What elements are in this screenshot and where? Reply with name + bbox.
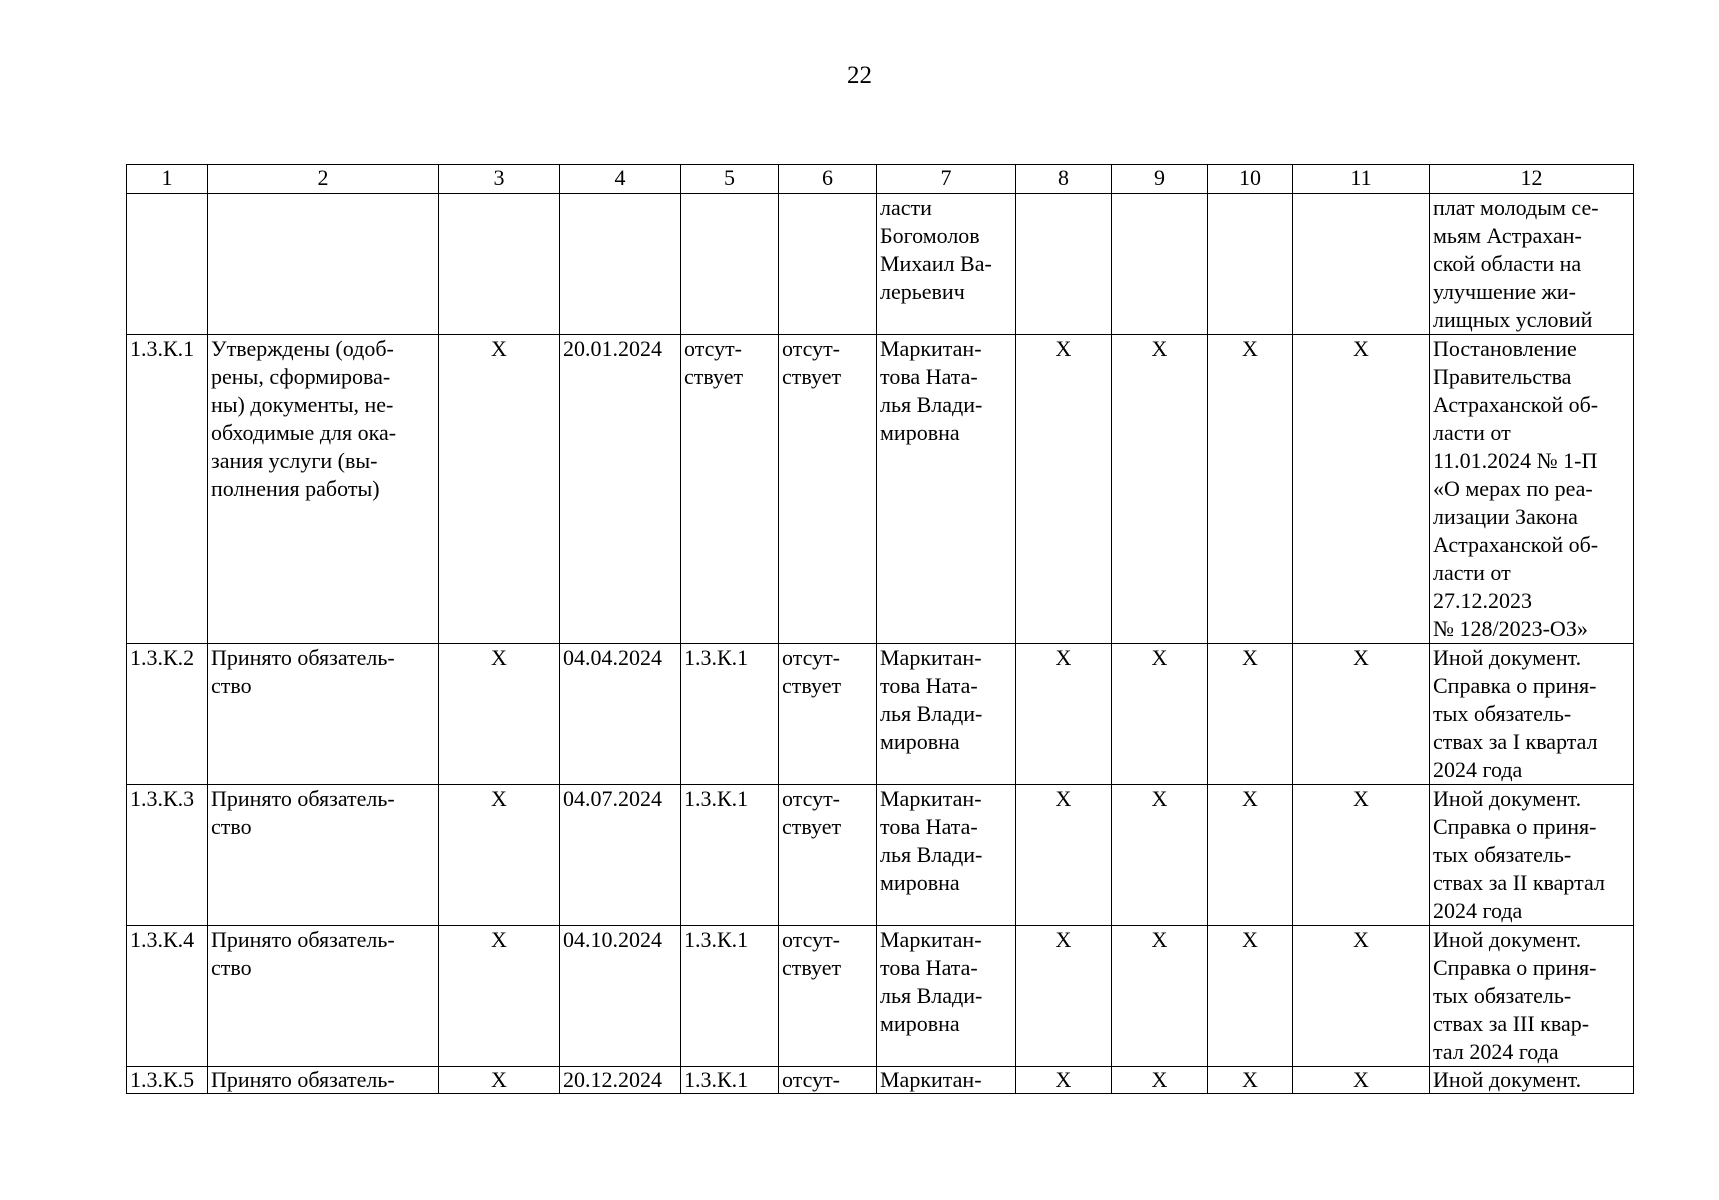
cell-col10: X bbox=[1208, 1067, 1293, 1094]
column-header: 12 bbox=[1430, 165, 1634, 194]
cell-col8 bbox=[1016, 194, 1112, 335]
cell-responsible: Маркитан- това Ната- лья Влади- мировна bbox=[877, 785, 1016, 926]
cell-date: 04.07.2024 bbox=[560, 785, 681, 926]
page-number: 22 bbox=[847, 62, 872, 89]
cell-predecessor: 1.3.К.1 bbox=[681, 644, 779, 785]
cell-responsible: Маркитан- bbox=[877, 1067, 1016, 1094]
cell-date: 04.04.2024 bbox=[560, 644, 681, 785]
table-row bbox=[127, 1067, 1634, 1094]
header-row bbox=[127, 165, 1634, 194]
column-header: 5 bbox=[681, 165, 779, 194]
cell-col9: X bbox=[1112, 644, 1208, 785]
cell-code: 1.3.К.2 bbox=[127, 644, 208, 785]
cell-col6: отсут- ствует bbox=[779, 644, 877, 785]
cell-col10: X bbox=[1208, 335, 1293, 644]
cell-code: 1.3.К.1 bbox=[127, 335, 208, 644]
cell-col3: X bbox=[439, 785, 560, 926]
column-header: 11 bbox=[1293, 165, 1430, 194]
cell-col9: X bbox=[1112, 1067, 1208, 1094]
cell-col6 bbox=[779, 194, 877, 335]
cell-col6: отсут- ствует bbox=[779, 785, 877, 926]
cell-col3 bbox=[439, 194, 560, 335]
cell-code: 1.3.К.3 bbox=[127, 785, 208, 926]
cell-date: 04.10.2024 bbox=[560, 926, 681, 1067]
cell-name: Утверждены (одоб- рены, сформирова- ны) документы, не- обходимые для ока- зания услуги (вы- полнения работы) bbox=[208, 335, 439, 644]
cell-col11 bbox=[1293, 194, 1430, 335]
column-header: 9 bbox=[1112, 165, 1208, 194]
cell-document: плат молодым се- мьям Астрахан- ской области на улучшение жи- лищных условий bbox=[1430, 194, 1634, 335]
column-header: 8 bbox=[1016, 165, 1112, 194]
cell-code bbox=[127, 194, 208, 335]
cell-name: Принято обязатель- ство bbox=[208, 785, 439, 926]
cell-col9: X bbox=[1112, 335, 1208, 644]
cell-name bbox=[208, 194, 439, 335]
cell-col11: X bbox=[1293, 644, 1430, 785]
plan-table bbox=[126, 164, 1634, 1094]
cell-predecessor: 1.3.К.1 bbox=[681, 785, 779, 926]
cell-col8: X bbox=[1016, 1067, 1112, 1094]
column-header: 4 bbox=[560, 165, 681, 194]
column-header: 3 bbox=[439, 165, 560, 194]
cell-code: 1.3.К.5 bbox=[127, 1067, 208, 1094]
cell-col9: X bbox=[1112, 785, 1208, 926]
cell-document: Иной документ. Справка о приня- тых обязатель- ствах за III квар- тал 2024 года bbox=[1430, 926, 1634, 1067]
table-row bbox=[127, 335, 1634, 644]
cell-col3: X bbox=[439, 335, 560, 644]
cell-document: Иной документ. Справка о приня- тых обязатель- ствах за II квартал 2024 года bbox=[1430, 785, 1634, 926]
cell-col9: X bbox=[1112, 926, 1208, 1067]
column-header: 1 bbox=[127, 165, 208, 194]
table-row bbox=[127, 926, 1634, 1067]
cell-col11: X bbox=[1293, 926, 1430, 1067]
column-header: 2 bbox=[208, 165, 439, 194]
table-row bbox=[127, 194, 1634, 335]
cell-col3: X bbox=[439, 926, 560, 1067]
cell-predecessor: 1.3.К.1 bbox=[681, 926, 779, 1067]
cell-predecessor: отсут- ствует bbox=[681, 335, 779, 644]
cell-document: Постановление Правительства Астраханской об- ласти от 11.01.2024 № 1-П «О мерах по реа- лизации Закона Астраханской об- ласти от 27.12.2023 № 128/2023-ОЗ» bbox=[1430, 335, 1634, 644]
cell-name: Принято обязатель- ство bbox=[208, 926, 439, 1067]
cell-predecessor bbox=[681, 194, 779, 335]
column-header: 10 bbox=[1208, 165, 1293, 194]
cell-date: 20.12.2024 bbox=[560, 1067, 681, 1094]
cell-name: Принято обязатель- ство bbox=[208, 644, 439, 785]
cell-col9 bbox=[1112, 194, 1208, 335]
cell-code: 1.3.К.4 bbox=[127, 926, 208, 1067]
cell-col6: отсут- ствует bbox=[779, 926, 877, 1067]
cell-col10: X bbox=[1208, 926, 1293, 1067]
cell-col11: X bbox=[1293, 1067, 1430, 1094]
cell-col10: X bbox=[1208, 785, 1293, 926]
cell-col11: X bbox=[1293, 785, 1430, 926]
cell-document: Иной документ. Справка о приня- тых обязатель- ствах за I квартал 2024 года bbox=[1430, 644, 1634, 785]
cell-col3: X bbox=[439, 1067, 560, 1094]
cell-date bbox=[560, 194, 681, 335]
cell-col3: X bbox=[439, 644, 560, 785]
table-row bbox=[127, 785, 1634, 926]
table-row bbox=[127, 644, 1634, 785]
cell-col8: X bbox=[1016, 644, 1112, 785]
cell-predecessor: 1.3.К.1 bbox=[681, 1067, 779, 1094]
cell-responsible: ласти Богомолов Михаил Ва- лерьевич bbox=[877, 194, 1016, 335]
cell-responsible: Маркитан- това Ната- лья Влади- мировна bbox=[877, 926, 1016, 1067]
cell-name: Принято обязатель- bbox=[208, 1067, 439, 1094]
cell-document: Иной документ. bbox=[1430, 1067, 1634, 1094]
cell-col11: X bbox=[1293, 335, 1430, 644]
cell-col6: отсут- ствует bbox=[779, 335, 877, 644]
cell-col10 bbox=[1208, 194, 1293, 335]
cell-col6: отсут- bbox=[779, 1067, 877, 1094]
cell-responsible: Маркитан- това Ната- лья Влади- мировна bbox=[877, 335, 1016, 644]
column-header: 6 bbox=[779, 165, 877, 194]
cell-date: 20.01.2024 bbox=[560, 335, 681, 644]
cell-col8: X bbox=[1016, 335, 1112, 644]
cell-responsible: Маркитан- това Ната- лья Влади- мировна bbox=[877, 644, 1016, 785]
cell-col10: X bbox=[1208, 644, 1293, 785]
cell-col8: X bbox=[1016, 926, 1112, 1067]
column-header: 7 bbox=[877, 165, 1016, 194]
cell-col8: X bbox=[1016, 785, 1112, 926]
